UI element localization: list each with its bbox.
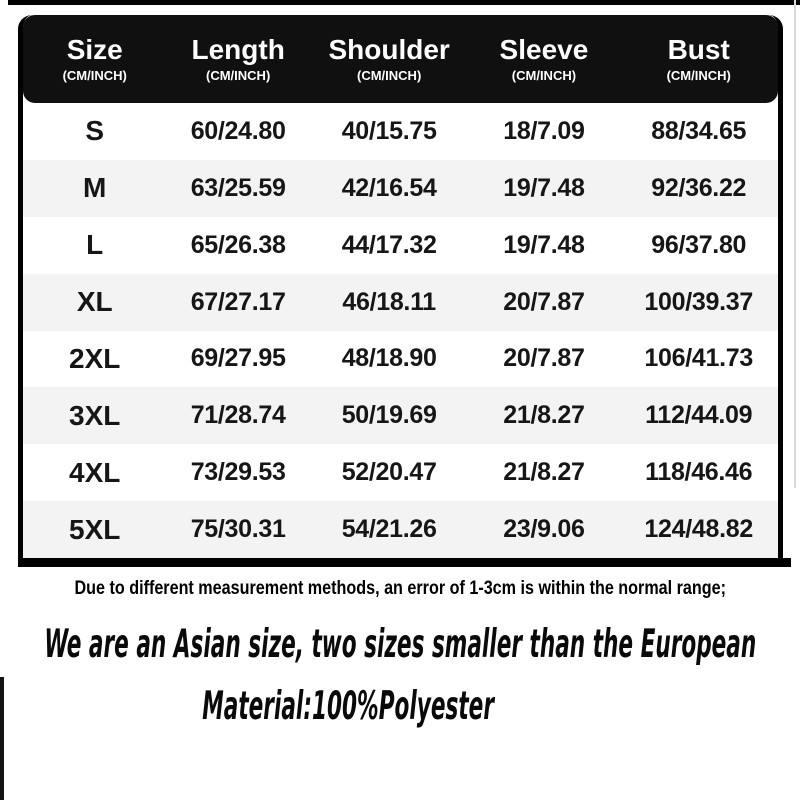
asian-size-text: We are an Asian size, two sizes smaller than the European: [44, 622, 756, 667]
table-row-4xl: [23, 444, 778, 501]
bust-cell: 92/36.22: [651, 173, 747, 202]
table-row-xl: [23, 274, 778, 331]
right-edge-line: [794, 0, 796, 488]
header-shoulder: [310, 35, 469, 82]
top-edge-strip: [8, 0, 800, 5]
bust-cell: 88/34.65: [651, 116, 747, 145]
header-shoulder-label: Shoulder: [328, 34, 450, 66]
header-size-label: Size: [66, 34, 123, 66]
sleeve-cell: 20/7.87: [503, 287, 585, 316]
shoulder-cell: 54/21.26: [341, 515, 437, 544]
header-sleeve-unit: (CM/INCH): [511, 67, 577, 83]
measurement-tolerance-note: [0, 578, 800, 600]
measurement-tolerance-text: Due to different measurement methods, an error of 1-3cm is within the normal range;: [74, 578, 726, 599]
shoulder-cell: 50/19.69: [341, 401, 437, 430]
sleeve-cell: 20/7.87: [503, 344, 585, 373]
table-row-3xl: [23, 387, 778, 444]
size-chart-body: [23, 103, 778, 558]
bust-cell: 96/37.80: [651, 230, 747, 259]
sleeve-cell: 19/7.48: [503, 173, 585, 202]
length-cell: 65/26.38: [190, 230, 286, 259]
material-note: [0, 686, 748, 727]
shoulder-cell: 46/18.11: [342, 287, 436, 316]
shoulder-cell: 42/16.54: [341, 173, 437, 202]
sleeve-cell: 23/9.06: [503, 515, 585, 544]
shoulder-cell: 40/15.75: [341, 116, 437, 145]
sleeve-cell: 19/7.48: [503, 230, 585, 259]
shoulder-cell: 44/17.32: [341, 230, 437, 259]
table-row-5xl: [23, 501, 778, 558]
sleeve-cell: 21/8.27: [503, 458, 585, 487]
size-cell: 3XL: [69, 399, 121, 431]
header-length-unit: (CM/INCH): [206, 67, 271, 83]
length-cell: 69/27.95: [190, 344, 286, 373]
size-cell: 5XL: [69, 513, 121, 545]
length-cell: 63/25.59: [190, 173, 286, 202]
header-size-unit: (CM/INCH): [62, 67, 127, 83]
header-bust: [619, 35, 778, 82]
size-cell: XL: [76, 286, 113, 318]
header-length-label: Length: [191, 34, 285, 66]
sleeve-cell: 21/8.27: [503, 401, 585, 430]
table-row-m: [23, 160, 778, 217]
bust-cell: 124/48.82: [644, 515, 753, 544]
size-chart-header-row: [23, 15, 778, 103]
table-row-s: [23, 103, 778, 160]
size-cell: 4XL: [69, 456, 121, 488]
asian-size-note: [0, 624, 800, 665]
table-row-2xl: [23, 331, 778, 388]
header-bust-unit: (CM/INCH): [666, 67, 731, 83]
length-cell: 60/24.80: [190, 116, 286, 145]
sleeve-cell: 18/7.09: [503, 116, 585, 145]
bust-cell: 106/41.73: [644, 344, 753, 373]
shoulder-cell: 48/18.90: [341, 344, 437, 373]
bust-cell: 118/46.46: [645, 458, 753, 487]
bust-cell: 112/44.09: [645, 401, 753, 430]
header-size: [23, 35, 166, 82]
header-length: [166, 35, 309, 82]
size-cell: M: [83, 172, 107, 204]
header-shoulder-unit: (CM/INCH): [357, 67, 422, 83]
length-cell: 73/29.53: [190, 458, 286, 487]
length-cell: 67/27.17: [190, 287, 286, 316]
table-row-l: [23, 217, 778, 274]
length-cell: 75/30.31: [190, 515, 286, 544]
size-chart-table: [18, 15, 783, 567]
shoulder-cell: 52/20.47: [341, 458, 437, 487]
bust-cell: 100/39.37: [644, 287, 753, 316]
size-cell: S: [85, 115, 105, 147]
table-border-nub: [783, 558, 791, 567]
header-sleeve: [468, 35, 619, 82]
header-bust-label: Bust: [667, 34, 730, 66]
size-cell: 2XL: [69, 342, 121, 374]
size-cell: L: [86, 229, 104, 261]
material-text: Material:100%Polyester: [202, 684, 494, 729]
header-sleeve-label: Sleeve: [499, 34, 589, 66]
length-cell: 71/28.74: [190, 401, 286, 430]
